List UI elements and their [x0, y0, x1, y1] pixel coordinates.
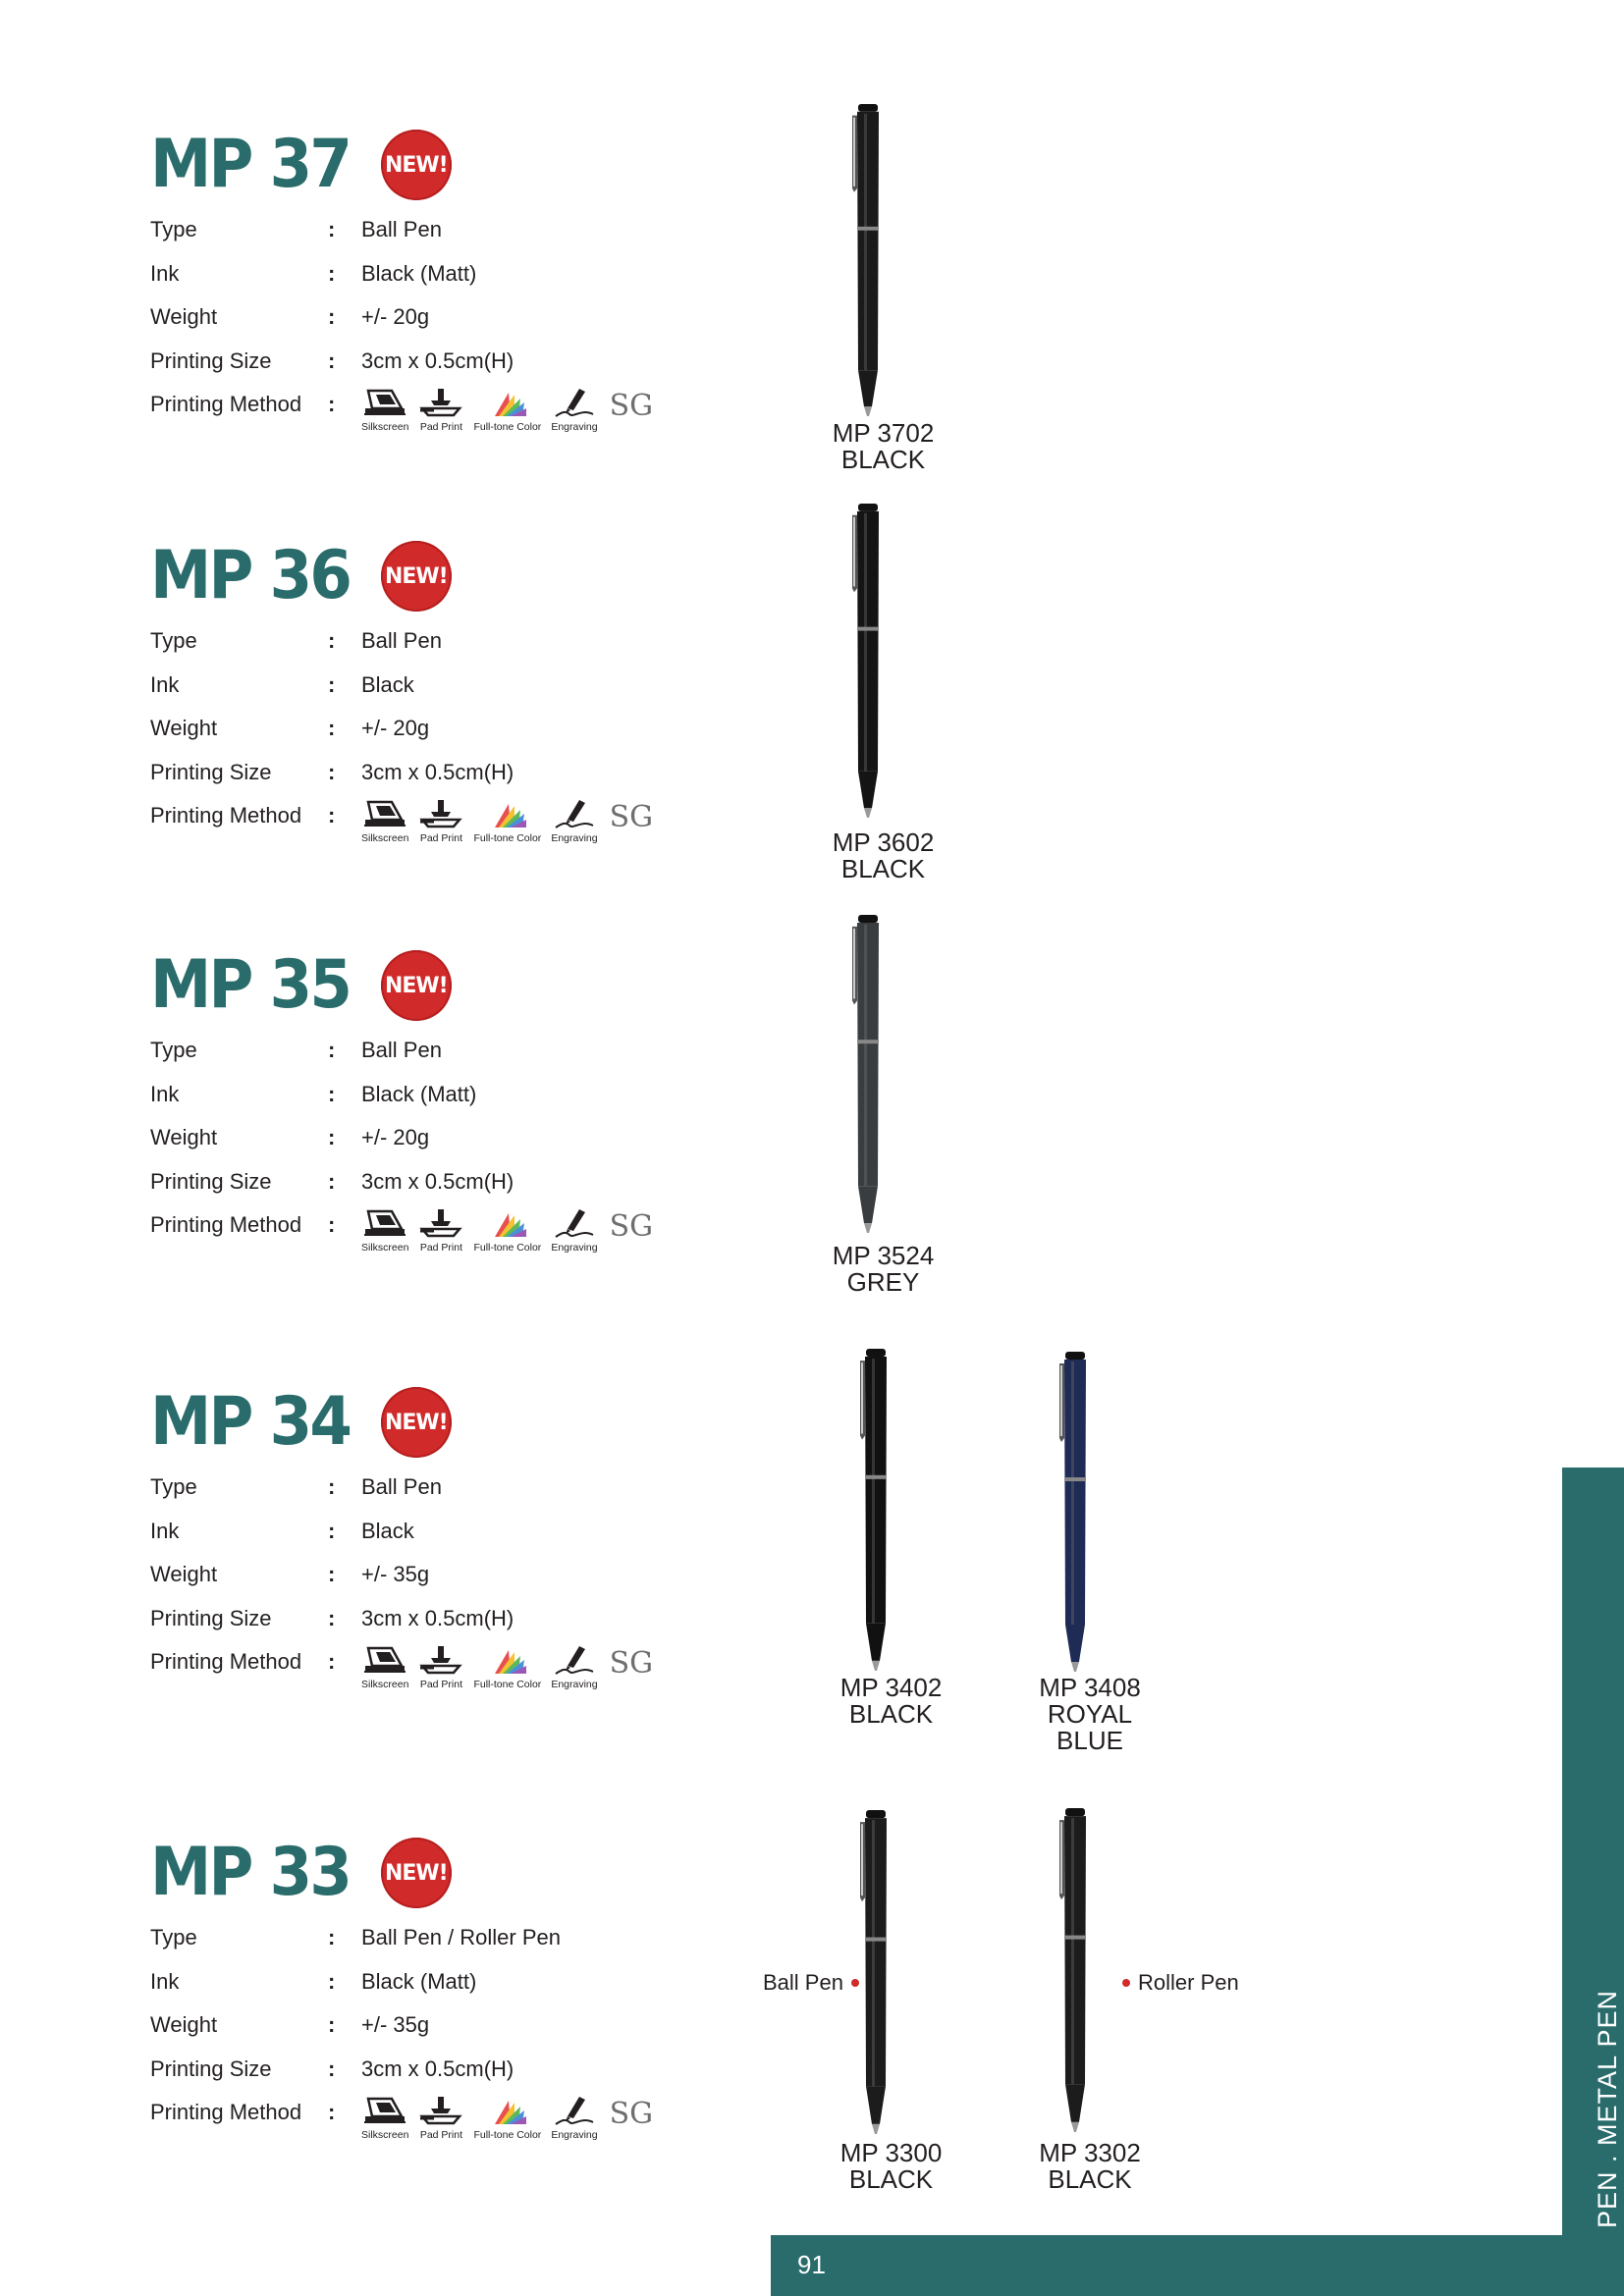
spec-row-type [150, 1029, 700, 1073]
spec-colon: : [328, 2100, 336, 2124]
pen-caption [807, 1243, 959, 1296]
spec-label: Printing Size [150, 347, 272, 373]
new-badge: NEW! [381, 130, 452, 200]
sg-logo: SG [609, 800, 654, 834]
spec-colon: : [328, 1125, 336, 1149]
spec-colon: : [328, 1038, 336, 1062]
pen-caption [815, 1675, 967, 1728]
pad-print-icon [418, 1207, 463, 1239]
spec-colon: : [328, 1562, 336, 1586]
pen-image [854, 1347, 893, 1678]
method-label: Pad Print [419, 832, 463, 844]
new-badge: NEW! [381, 1838, 452, 1908]
spec-value: Black (Matt) [361, 1081, 477, 1106]
spec-row-type [150, 1916, 700, 1960]
printing-methods [361, 1207, 653, 1255]
product-title-row [150, 533, 700, 619]
spec-value: Black (Matt) [361, 260, 477, 286]
new-badge: NEW! [381, 950, 452, 1021]
pen-type-callout [1122, 1971, 1239, 1995]
method-label: Pad Print [419, 421, 463, 433]
pen-code: MP 3524 [832, 1241, 935, 1270]
product-model: MP 35 [150, 946, 351, 1024]
spec-row-printing-method [150, 1203, 700, 1254]
engraving-icon [552, 387, 597, 418]
spec-row-printing-method [150, 383, 700, 433]
spec-label: Weight [150, 2012, 218, 2037]
spec-row-ink [150, 664, 700, 708]
pen-image [846, 913, 886, 1240]
product-block-2 [150, 942, 700, 1254]
spec-value: +/- 20g [361, 304, 430, 329]
method-pad_print [418, 387, 463, 434]
spec-label: Type [150, 217, 197, 241]
method-label: Silkscreen [361, 1242, 409, 1254]
callout-dot [1122, 1979, 1130, 1987]
spec-value: 3cm x 0.5cm(H) [361, 347, 514, 373]
spec-value: Ball Pen [361, 217, 442, 241]
pen-image [846, 102, 886, 423]
method-silkscreen [361, 2095, 408, 2142]
pad-print-icon [418, 1644, 463, 1676]
spec-label: Type [150, 1925, 197, 1949]
printing-methods [361, 1644, 653, 1691]
pen-code: MP 3402 [839, 1673, 943, 1702]
spec-colon: : [328, 803, 336, 828]
callout-label: Ball Pen [763, 1970, 843, 1995]
product-block-0 [150, 122, 700, 433]
spec-label: Type [150, 1474, 197, 1499]
spec-colon: : [328, 628, 336, 653]
spec-label: Ink [150, 1518, 180, 1543]
method-pad_print [418, 798, 463, 845]
spec-colon: : [328, 260, 336, 286]
pen-color: BLACK [1048, 2164, 1132, 2194]
spec-value: Ball Pen [361, 1474, 442, 1499]
pen-code: MP 3302 [1039, 2138, 1141, 2167]
silkscreen-icon [362, 798, 407, 829]
pen-caption [1011, 2140, 1168, 2193]
new-badge: NEW! [381, 1387, 452, 1458]
product-title-row [150, 1379, 700, 1466]
spec-row-printing_size [150, 340, 700, 384]
footer-band [771, 2235, 1624, 2296]
method-full_tone [473, 387, 541, 434]
spec-colon: : [328, 1081, 336, 1106]
method-label: Silkscreen [361, 2129, 409, 2141]
spec-label: Ink [150, 671, 180, 697]
spec-value: +/- 35g [361, 2012, 430, 2037]
spec-value: 3cm x 0.5cm(H) [361, 2056, 514, 2081]
full-tone-color-icon [485, 2095, 530, 2126]
pen-image [1054, 1806, 1093, 2139]
method-label: Pad Print [419, 1242, 463, 1254]
spec-colon: : [328, 716, 336, 740]
spec-value: +/- 20g [361, 716, 430, 740]
spec-value: Black (Matt) [361, 1968, 477, 1994]
spec-label: Ink [150, 1081, 180, 1106]
pen-color: BLACK [840, 854, 926, 883]
spec-colon: : [328, 1168, 336, 1194]
method-label: Full-tone Color [473, 421, 542, 433]
method-engraving [551, 798, 597, 845]
sg-logo: SG [609, 1646, 654, 1681]
method-silkscreen [361, 1644, 408, 1691]
page-number: 91 [797, 2250, 826, 2279]
method-label: Full-tone Color [473, 832, 542, 844]
pen-image [1054, 1350, 1093, 1679]
spec-label: Printing Size [150, 1605, 272, 1630]
product-title-row [150, 1830, 700, 1916]
product-block-3 [150, 1379, 700, 1690]
spec-row-weight [150, 2003, 700, 2048]
method-pad_print [418, 1644, 463, 1691]
engraving-icon [552, 2095, 597, 2126]
spec-label: Weight [150, 304, 218, 329]
spec-colon: : [328, 2012, 336, 2037]
spec-colon: : [328, 1474, 336, 1499]
method-full_tone [473, 1207, 541, 1255]
product-model: MP 36 [150, 537, 351, 614]
method-engraving [551, 2095, 597, 2142]
product-model: MP 33 [150, 1834, 351, 1911]
product-title-row [150, 122, 700, 208]
spec-label: Weight [150, 716, 218, 740]
silkscreen-icon [362, 1207, 407, 1239]
spec-label: Weight [150, 1125, 218, 1149]
spec-colon: : [328, 1649, 336, 1674]
spec-label: Ink [150, 1968, 180, 1994]
product-title-row [150, 942, 700, 1029]
method-label: Full-tone Color [473, 1242, 542, 1254]
pad-print-icon [418, 798, 463, 829]
spec-colon: : [328, 347, 336, 373]
pad-print-icon [418, 387, 463, 418]
method-silkscreen [361, 798, 408, 845]
sidebar-category-label: PEN . METAL PEN [1593, 1989, 1622, 2228]
spec-value: 3cm x 0.5cm(H) [361, 1168, 514, 1194]
method-label: Pad Print [419, 1679, 463, 1690]
spec-value: Ball Pen [361, 628, 442, 653]
spec-colon: : [328, 1605, 336, 1630]
pen-caption [815, 2140, 967, 2193]
method-full_tone [473, 798, 541, 845]
spec-value: +/- 20g [361, 1125, 430, 1149]
method-label: Full-tone Color [473, 2129, 542, 2141]
engraving-icon [552, 1207, 597, 1239]
method-label: Silkscreen [361, 1679, 409, 1690]
spec-colon: : [328, 1212, 336, 1237]
spec-label: Printing Method [150, 1649, 302, 1674]
pen-code: MP 3408 [1039, 1673, 1141, 1702]
spec-row-ink [150, 1073, 700, 1117]
silkscreen-icon [362, 387, 407, 418]
spec-colon: : [328, 1518, 336, 1543]
printing-methods [361, 2095, 653, 2142]
method-full_tone [473, 2095, 541, 2142]
silkscreen-icon [362, 1644, 407, 1676]
spec-row-type [150, 619, 700, 664]
new-badge: NEW! [381, 541, 452, 612]
spec-colon: : [328, 2056, 336, 2081]
spec-label: Printing Method [150, 2100, 302, 2124]
spec-value: 3cm x 0.5cm(H) [361, 1605, 514, 1630]
spec-row-printing-method [150, 2091, 700, 2141]
spec-colon: : [328, 392, 336, 416]
method-label: Engraving [551, 421, 598, 433]
method-engraving [551, 1644, 597, 1691]
pen-color-line1: ROYAL [1047, 1699, 1133, 1729]
spec-row-printing_size [150, 1160, 700, 1204]
product-block-1 [150, 533, 700, 844]
pen-code: MP 3300 [839, 2138, 943, 2167]
spec-value: 3cm x 0.5cm(H) [361, 759, 514, 784]
product-block-4 [150, 1830, 700, 2141]
spec-label: Printing Method [150, 392, 302, 416]
spec-row-printing_size [150, 1597, 700, 1641]
full-tone-color-icon [485, 1644, 530, 1676]
full-tone-color-icon [485, 798, 530, 829]
method-label: Engraving [551, 1242, 598, 1254]
spec-label: Printing Method [150, 803, 302, 828]
spec-colon: : [328, 759, 336, 784]
full-tone-color-icon [485, 1207, 530, 1239]
spec-colon: : [328, 671, 336, 697]
spec-row-weight [150, 1116, 700, 1160]
spec-value: Ball Pen [361, 1038, 442, 1062]
spec-row-ink [150, 252, 700, 296]
spec-row-type [150, 208, 700, 252]
pen-caption [807, 420, 959, 473]
spec-label: Ink [150, 260, 180, 286]
spec-value: Ball Pen / Roller Pen [361, 1925, 561, 1949]
pen-color: BLACK [848, 2164, 934, 2194]
silkscreen-icon [362, 2095, 407, 2126]
spec-label: Type [150, 628, 197, 653]
pen-caption [1011, 1675, 1168, 1754]
spec-value: +/- 35g [361, 1562, 430, 1586]
spec-row-weight [150, 295, 700, 340]
method-silkscreen [361, 387, 408, 434]
method-label: Engraving [551, 832, 598, 844]
spec-label: Printing Size [150, 1168, 272, 1194]
method-pad_print [418, 1207, 463, 1255]
pen-color: GREY [846, 1267, 920, 1297]
spec-label: Type [150, 1038, 197, 1062]
pen-caption [807, 829, 959, 882]
spec-value: Black [361, 671, 414, 697]
spec-row-type [150, 1466, 700, 1510]
pen-image [846, 502, 886, 825]
spec-row-printing-method [150, 1640, 700, 1690]
method-label: Engraving [551, 2129, 598, 2141]
spec-colon: : [328, 1968, 336, 1994]
spec-row-weight [150, 707, 700, 751]
spec-value: Black [361, 1518, 414, 1543]
sg-logo: SG [609, 389, 654, 423]
engraving-icon [552, 798, 597, 829]
method-pad_print [418, 2095, 463, 2142]
product-model: MP 37 [150, 126, 351, 203]
engraving-icon [552, 1644, 597, 1676]
pen-type-callout [763, 1971, 859, 1995]
method-full_tone [473, 1644, 541, 1691]
pad-print-icon [418, 2095, 463, 2126]
spec-colon: : [328, 1925, 336, 1949]
pen-code: MP 3702 [832, 418, 935, 448]
method-engraving [551, 1207, 597, 1255]
method-label: Full-tone Color [473, 1679, 542, 1690]
spec-row-printing_size [150, 2048, 700, 2092]
pen-color: BLACK [840, 445, 926, 474]
printing-methods [361, 387, 653, 434]
product-model: MP 34 [150, 1383, 351, 1461]
spec-colon: : [328, 217, 336, 241]
spec-label: Printing Method [150, 1212, 302, 1237]
spec-label: Weight [150, 1562, 218, 1586]
method-label: Silkscreen [361, 421, 409, 433]
spec-label: Printing Size [150, 759, 272, 784]
method-label: Engraving [551, 1679, 598, 1690]
spec-label: Printing Size [150, 2056, 272, 2081]
method-silkscreen [361, 1207, 408, 1255]
pen-code: MP 3602 [832, 828, 935, 857]
sg-logo: SG [609, 2097, 654, 2131]
method-label: Silkscreen [361, 832, 409, 844]
pen-color-line2: BLUE [1056, 1726, 1123, 1755]
pen-color: BLACK [848, 1699, 934, 1729]
spec-colon: : [328, 304, 336, 329]
method-label: Pad Print [419, 2129, 463, 2141]
sg-logo: SG [609, 1209, 654, 1244]
spec-row-weight [150, 1553, 700, 1597]
spec-row-printing_size [150, 751, 700, 795]
pen-image [854, 1808, 893, 2141]
callout-label: Roller Pen [1138, 1970, 1239, 1995]
full-tone-color-icon [485, 387, 530, 418]
spec-row-ink [150, 1510, 700, 1554]
method-engraving [551, 387, 597, 434]
printing-methods [361, 798, 653, 845]
callout-dot [851, 1979, 859, 1987]
spec-row-ink [150, 1960, 700, 2004]
spec-row-printing-method [150, 794, 700, 844]
